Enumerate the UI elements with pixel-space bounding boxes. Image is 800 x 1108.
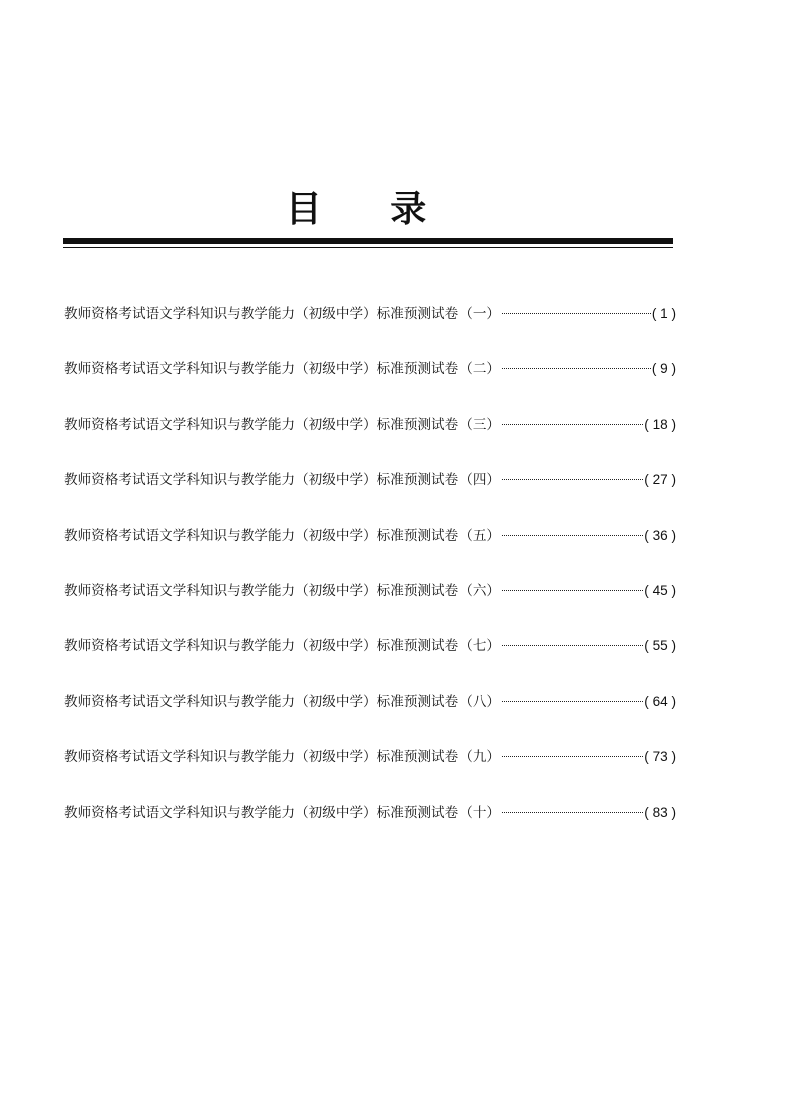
toc-entry-page: ( 64 )	[644, 693, 676, 709]
toc-entry-number: （四）	[459, 472, 500, 489]
toc-entry	[64, 745, 676, 800]
toc-leader-dots	[502, 424, 643, 425]
toc-entry-page: ( 9 )	[651, 361, 676, 377]
toc-entry-page-value: 73	[652, 749, 668, 765]
toc-entry-page: ( 73 )	[644, 749, 676, 765]
toc-entry-number-value: 三	[472, 416, 487, 433]
toc-entry-number: （九）	[459, 749, 500, 766]
toc-entry	[64, 634, 676, 689]
toc-entry-page-value: 36	[652, 527, 668, 543]
toc-entry-title: 教师资格考试语文学科知识与教学能力（初级中学）标准预测试卷	[64, 527, 459, 544]
toc-entry-number-value: 四	[472, 472, 487, 489]
toc-entry-number-value: 一	[472, 306, 487, 322]
toc-entry-number-value: 七	[472, 638, 487, 655]
toc-entry-title: 教师资格考试语文学科知识与教学能力（初级中学）标准预测试卷	[64, 693, 459, 710]
toc-entry-page: ( 45 )	[644, 582, 676, 598]
toc-leader-dots	[502, 368, 651, 369]
toc-entry-number-value: 十	[472, 804, 487, 821]
toc-entry-title: 教师资格考试语文学科知识与教学能力（初级中学）标准预测试卷	[64, 638, 459, 655]
toc-entry-title: 教师资格考试语文学科知识与教学能力（初级中学）标准预测试卷	[64, 416, 459, 433]
toc-entry-page-value: 1	[660, 306, 668, 321]
toc-leader-dots	[502, 812, 643, 813]
toc-entry	[64, 413, 676, 468]
toc-leader-dots	[502, 479, 643, 480]
toc-entry	[64, 357, 676, 412]
toc-entry-number-value: 六	[472, 582, 487, 599]
toc-entry-page: ( 36 )	[644, 527, 676, 543]
toc-leader-dots	[502, 645, 643, 646]
toc-entry-page-value: 83	[652, 804, 668, 820]
toc-entry	[64, 690, 676, 745]
toc-leader-dots	[502, 535, 643, 536]
toc-leader-dots	[502, 590, 643, 591]
toc-entry-page: ( 18 )	[644, 416, 676, 432]
title-rule-thick	[63, 238, 673, 244]
toc-entry-number: （五）	[459, 527, 500, 544]
toc-entry-page: ( 83 )	[644, 804, 676, 820]
toc-entry-number: （六）	[459, 582, 500, 599]
toc-entry	[64, 302, 676, 357]
title-rule-thin	[63, 247, 673, 248]
toc-entry-page-value: 64	[652, 693, 668, 709]
toc-entry-title: 教师资格考试语文学科知识与教学能力（初级中学）标准预测试卷	[64, 361, 459, 378]
toc-entry-number-value: 五	[472, 527, 487, 544]
table-of-contents	[64, 302, 676, 856]
toc-entry-page: ( 1 )	[651, 306, 676, 321]
toc-entry-number-value: 九	[472, 749, 487, 766]
toc-entry-number: （二）	[459, 361, 500, 378]
toc-entry-title: 教师资格考试语文学科知识与教学能力（初级中学）标准预测试卷	[64, 804, 459, 821]
toc-entry-number: （八）	[459, 693, 500, 710]
toc-entry-title: 教师资格考试语文学科知识与教学能力（初级中学）标准预测试卷	[64, 472, 459, 489]
toc-entry	[64, 524, 676, 579]
toc-entry-number: （十）	[459, 804, 500, 821]
toc-leader-dots	[502, 313, 651, 314]
toc-entry-number-value: 八	[472, 693, 487, 710]
toc-entry-page-value: 45	[652, 582, 668, 598]
toc-entry-page-value: 9	[660, 361, 668, 377]
toc-entry-number: （三）	[459, 416, 500, 433]
toc-leader-dots	[502, 756, 643, 757]
toc-entry-title: 教师资格考试语文学科知识与教学能力（初级中学）标准预测试卷	[64, 582, 459, 599]
toc-entry-number-value: 二	[472, 361, 487, 378]
toc-entry-title: 教师资格考试语文学科知识与教学能力（初级中学）标准预测试卷	[64, 306, 459, 322]
page-title: 目 录	[285, 189, 455, 230]
toc-entry-number: （一）	[459, 306, 500, 322]
toc-entry	[64, 579, 676, 634]
toc-entry-page: ( 27 )	[644, 472, 676, 488]
toc-entry-page-value: 27	[652, 472, 668, 488]
toc-entry-page: ( 55 )	[644, 638, 676, 654]
toc-entry-page-value: 18	[652, 416, 668, 432]
toc-entry	[64, 468, 676, 523]
toc-leader-dots	[502, 701, 643, 702]
toc-entry-title: 教师资格考试语文学科知识与教学能力（初级中学）标准预测试卷	[64, 749, 459, 766]
toc-entry	[64, 801, 676, 856]
toc-entry-number: （七）	[459, 638, 500, 655]
toc-entry-page-value: 55	[652, 638, 668, 654]
